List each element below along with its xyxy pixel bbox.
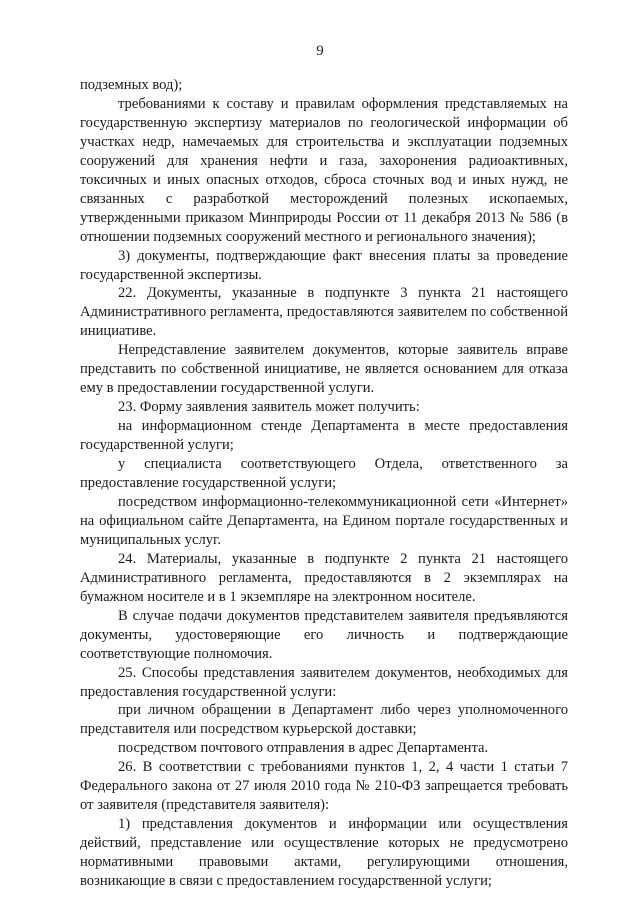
paragraph-requirements-geological-info: требованиями к составу и правилам оформления представляемых на государственную экспертизу материалов по геологической информации об участках недр, намечаемых для строительства и эксплуатации подземных сооружений для хранения нефти и газа, захоронения радиоактивных, токсичных и иных опасных отходов, сброса сточных вод и иных нужд, не связанных с разработкой месторождений полезных ископаемых, утвержденными приказом Минприроды России от 11 декабря 2013 № 586 (в отношении подземных сооружений местного и регионального значения); bbox=[80, 95, 568, 245]
paragraph-representative: В случае подачи документов представителем заявителя предъявляются документы, удостоверяющие его личность и подтверждающие соответствующие полномочия. bbox=[80, 607, 568, 662]
page-number: 9 bbox=[316, 43, 324, 59]
paragraph-payment-documents: 3) документы, подтверждающие факт внесения платы за проведение государственной экспертизы. bbox=[80, 247, 568, 283]
paragraph-item-22: 22. Документы, указанные в подпункте 3 пункта 21 настоящего Административного регламента, предоставляются заявителем по собственной инициативе. bbox=[80, 285, 568, 340]
paragraph-postal: посредством почтового отправления в адрес Департамента. bbox=[118, 740, 489, 757]
paragraph-personal-visit: при личном обращении в Департамент либо через уполномоченного представителя или посредством курьерской доставки; bbox=[80, 702, 568, 738]
paragraph-item-26: 26. В соответствии с требованиями пунктов 1, 2, 4 части 1 статьи 7 Федерального закона от 27 июля 2010 года № 210-ФЗ запрещается требовать от заявителя (представителя заявителя): bbox=[80, 759, 568, 814]
paragraph-non-submission: Непредставление заявителем документов, которые заявитель вправе представить по собственной инициативе, не является основанием для отказа ему в предоставлении государственной услуги. bbox=[80, 342, 568, 397]
paragraph-continuation: подземных вод); bbox=[80, 77, 183, 93]
paragraph-specialist: у специалиста соответствующего Отдела, ответственного за предоставление государственной услуги; bbox=[80, 456, 568, 492]
paragraph-item-24: 24. Материалы, указанные в подпункте 2 пункта 21 настоящего Административного регламента, предоставляются в 2 экземплярах на бумажном носителе и в 1 экземпляре на электронном носителе. bbox=[80, 550, 568, 605]
paragraph-item-25: 25. Способы представления заявителем документов, необходимых для предоставления государственной услуги: bbox=[80, 664, 568, 700]
document-body bbox=[80, 76, 568, 891]
paragraph-prohibition-1: 1) представления документов и информации или осуществления действий, представление или осуществление которых не предусмотрено нормативными правовыми актами, регулирующими отношения, возникающие в связи с предоставлением государственной услуги; bbox=[80, 816, 568, 890]
paragraph-info-stand: на информационном стенде Департамента в месте предоставления государственной услуги; bbox=[80, 418, 568, 454]
paragraph-item-23: 23. Форму заявления заявитель может получить: bbox=[118, 399, 420, 416]
paragraph-internet: посредством информационно-телекоммуникационной сети «Интернет» на официальном сайте Департамента, на Едином портале государственных и муниципальных услуг. bbox=[80, 493, 568, 548]
